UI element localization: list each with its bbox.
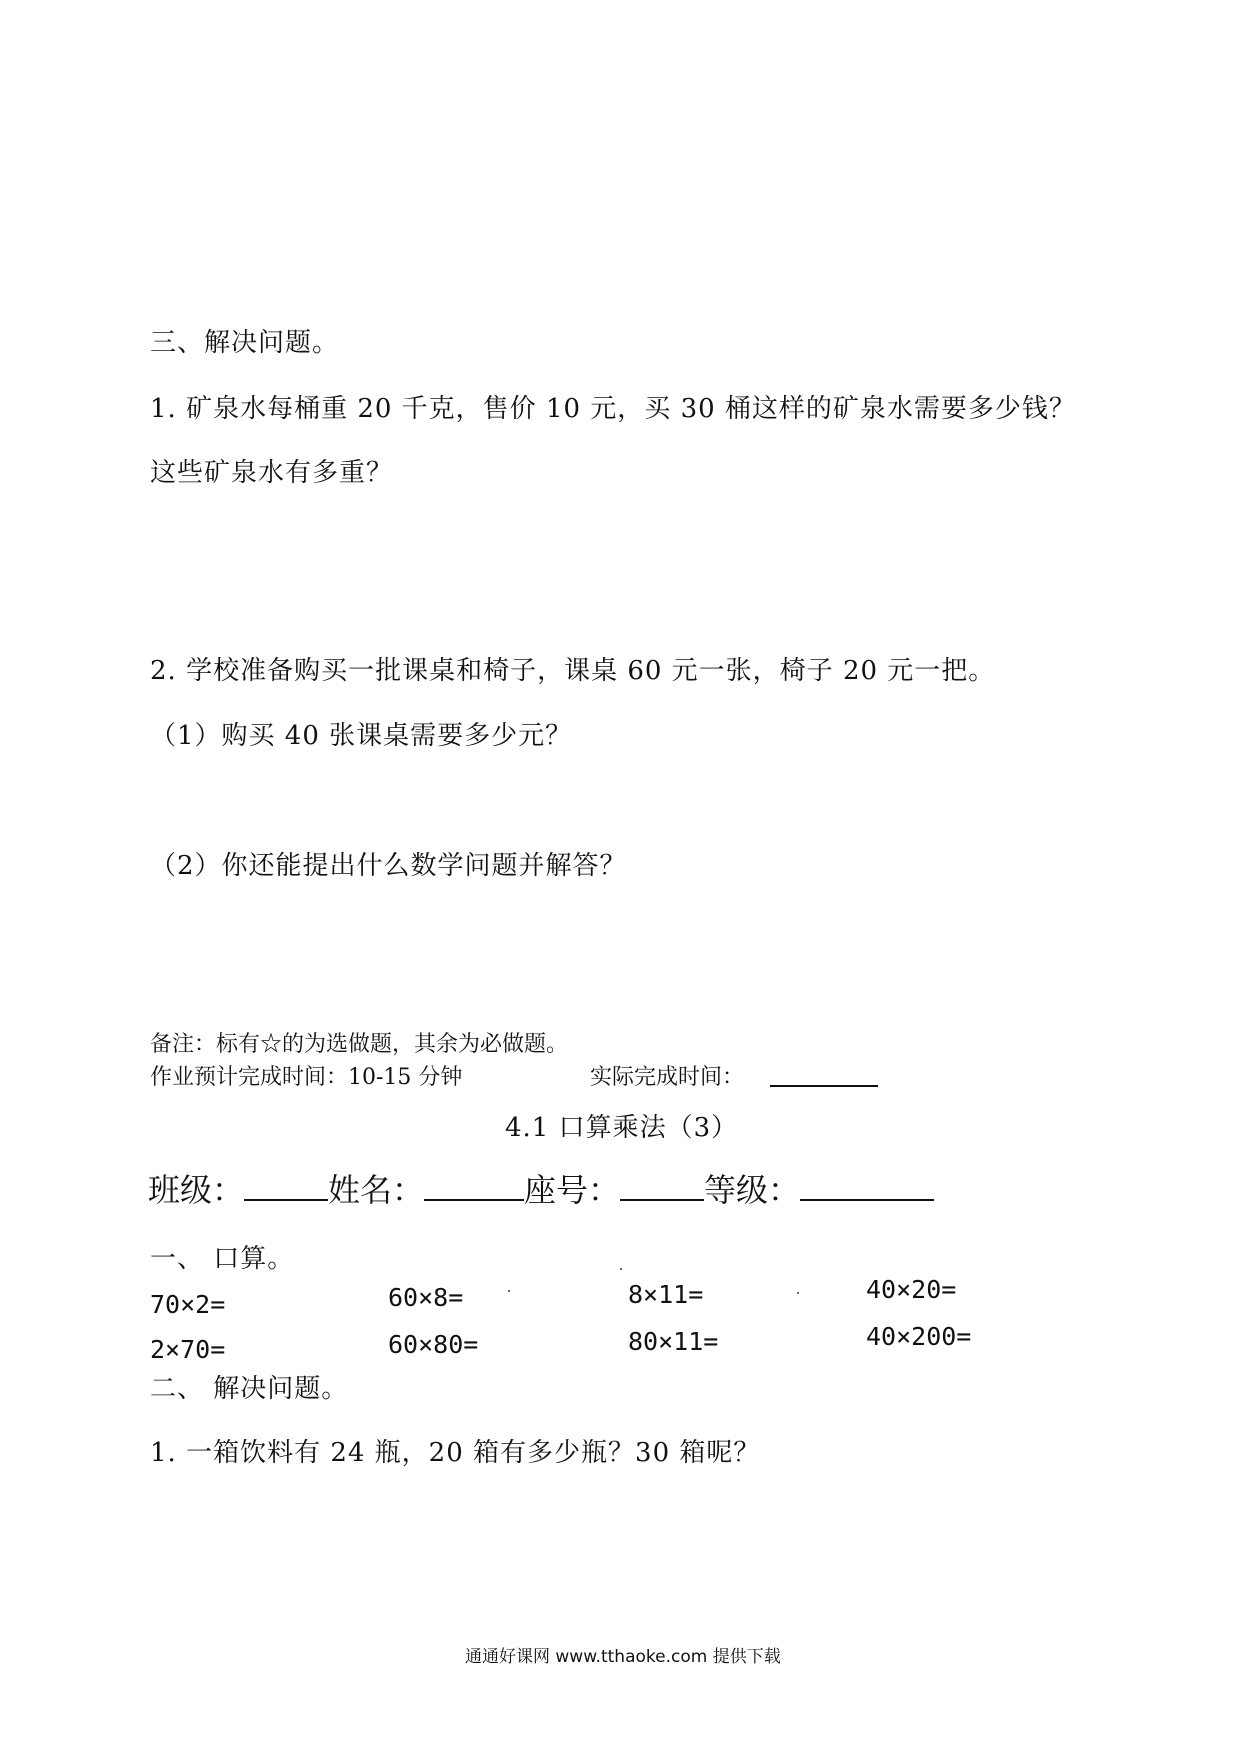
problem-1-text: 1. 一箱饮料有 24 瓶，20 箱有多少瓶？30 箱呢？	[150, 1438, 761, 1468]
oral-calc-heading: 一、 口算。	[150, 1244, 295, 1274]
question-1-text-cont: 这些矿泉水有多重？	[150, 458, 394, 488]
scan-speck	[508, 1290, 510, 1292]
calc-item: 60×8=	[388, 1283, 464, 1312]
grade-blank[interactable]	[800, 1173, 934, 1201]
calc-item: 40×20=	[866, 1275, 957, 1304]
name-blank[interactable]	[424, 1173, 524, 1201]
seat-number-blank[interactable]	[620, 1173, 704, 1201]
name-label: 姓名：	[328, 1171, 425, 1209]
scan-speck	[797, 1292, 799, 1294]
problem-heading: 二、 解决问题。	[150, 1374, 349, 1404]
lesson-title: 4.1 口算乘法（3）	[505, 1113, 739, 1143]
actual-time-blank[interactable]	[770, 1085, 878, 1087]
calc-item: 40×200=	[866, 1322, 972, 1351]
calc-item: 8×11=	[628, 1280, 704, 1309]
actual-time-label: 实际完成时间：	[590, 1065, 745, 1090]
class-label: 班级：	[148, 1171, 245, 1209]
student-info-line	[148, 1165, 934, 1211]
section-heading: 三、解决问题。	[150, 328, 340, 358]
grade-label: 等级：	[704, 1171, 801, 1209]
calc-item: 2×70=	[150, 1335, 226, 1364]
question-2-sub-2: （2）你还能提出什么数学问题并解答？	[150, 851, 627, 881]
question-2-sub-1: （1）购买 40 张课桌需要多少元？	[150, 721, 573, 751]
footer-source: 通通好课网 www.tthaoke.com 提供下载	[465, 1647, 781, 1667]
question-2-text: 2. 学校准备购买一批课桌和椅子，课桌 60 元一张，椅子 20 元一把。	[150, 656, 996, 686]
estimated-time: 作业预计完成时间：10-15 分钟	[150, 1065, 463, 1090]
calc-item: 80×11=	[628, 1327, 719, 1356]
seat-number-label: 座号：	[524, 1171, 621, 1209]
class-blank[interactable]	[244, 1173, 328, 1201]
calc-item: 70×2=	[150, 1290, 226, 1319]
question-1-text: 1. 矿泉水每桶重 20 千克，售价 10 元，买 30 桶这样的矿泉水需要多少钱？	[150, 394, 1076, 424]
note-text: 备注：标有☆的为选做题，其余为必做题。	[150, 1032, 569, 1057]
scan-speck	[620, 1268, 622, 1270]
calc-item: 60×80=	[388, 1330, 479, 1359]
